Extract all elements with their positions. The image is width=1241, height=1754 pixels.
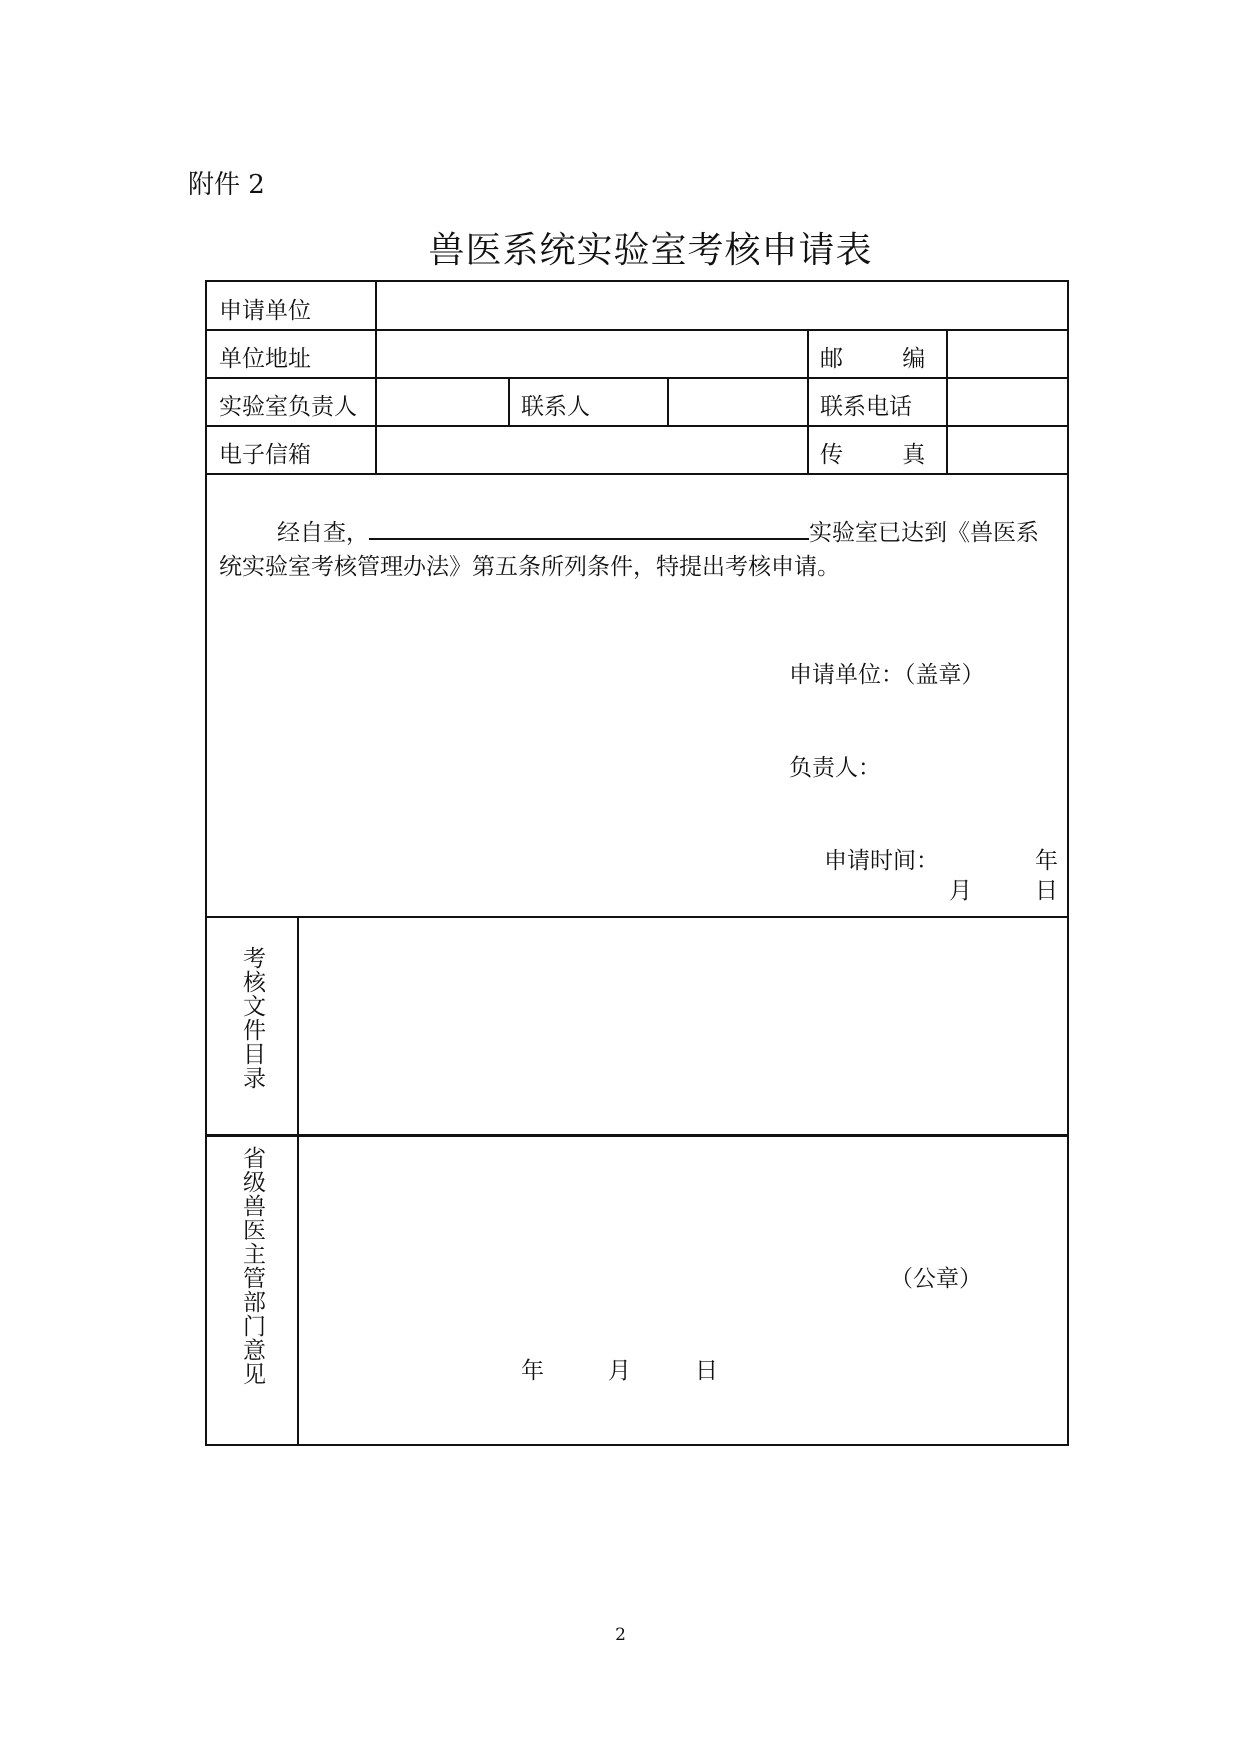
responsible-person: 负责人： xyxy=(789,755,881,781)
label-fax: 传 真 xyxy=(820,442,952,468)
documents-label: 考核文件目录 xyxy=(239,946,265,1090)
column-divider xyxy=(375,282,377,473)
page-number: 2 xyxy=(615,1625,626,1645)
column-divider xyxy=(508,377,510,425)
label-lab-head: 实验室负责人 xyxy=(219,394,357,420)
label-contact-person: 联系人 xyxy=(521,394,590,420)
column-divider xyxy=(667,377,669,425)
label-email: 电子信箱 xyxy=(219,442,311,468)
official-seal: （公章） xyxy=(890,1266,982,1292)
opinion-day: 日 xyxy=(695,1358,718,1384)
opinion-label: 省级兽医主管部门意见 xyxy=(239,1146,265,1386)
opinion-month: 月 xyxy=(608,1358,631,1384)
attachment-label: 附件 2 xyxy=(188,170,265,200)
statement-prefix: 经自查， xyxy=(277,520,369,546)
row-divider xyxy=(207,425,1067,427)
apply-time-label: 申请时间： xyxy=(824,848,939,874)
column-divider xyxy=(807,329,809,473)
application-form xyxy=(205,280,1069,1446)
column-divider xyxy=(297,916,299,1446)
opinion-year: 年 xyxy=(521,1358,544,1384)
label-postcode: 邮 编 xyxy=(820,346,952,372)
apply-month: 月 xyxy=(949,878,972,904)
self-check-statement xyxy=(219,514,1059,584)
lab-name-blank xyxy=(369,514,809,540)
row-divider xyxy=(207,473,1067,475)
statement-text: 实验室已达到《兽医系统实验室考核管理办法》第五条所列条件，特提出考核申请。 xyxy=(219,520,1039,580)
form-title: 兽医系统实验室考核申请表 xyxy=(428,230,873,271)
apply-day: 日 xyxy=(1035,878,1058,904)
row-divider xyxy=(207,916,1067,918)
label-contact-phone: 联系电话 xyxy=(820,394,912,420)
apply-year: 年 xyxy=(1035,848,1058,874)
row-divider xyxy=(207,329,1067,331)
row-divider xyxy=(207,1134,1067,1137)
row-divider xyxy=(207,377,1067,379)
applicant-stamp: 申请单位：（盖章） xyxy=(789,662,985,688)
label-applicant-unit: 申请单位 xyxy=(219,298,311,324)
label-unit-address: 单位地址 xyxy=(219,346,311,372)
